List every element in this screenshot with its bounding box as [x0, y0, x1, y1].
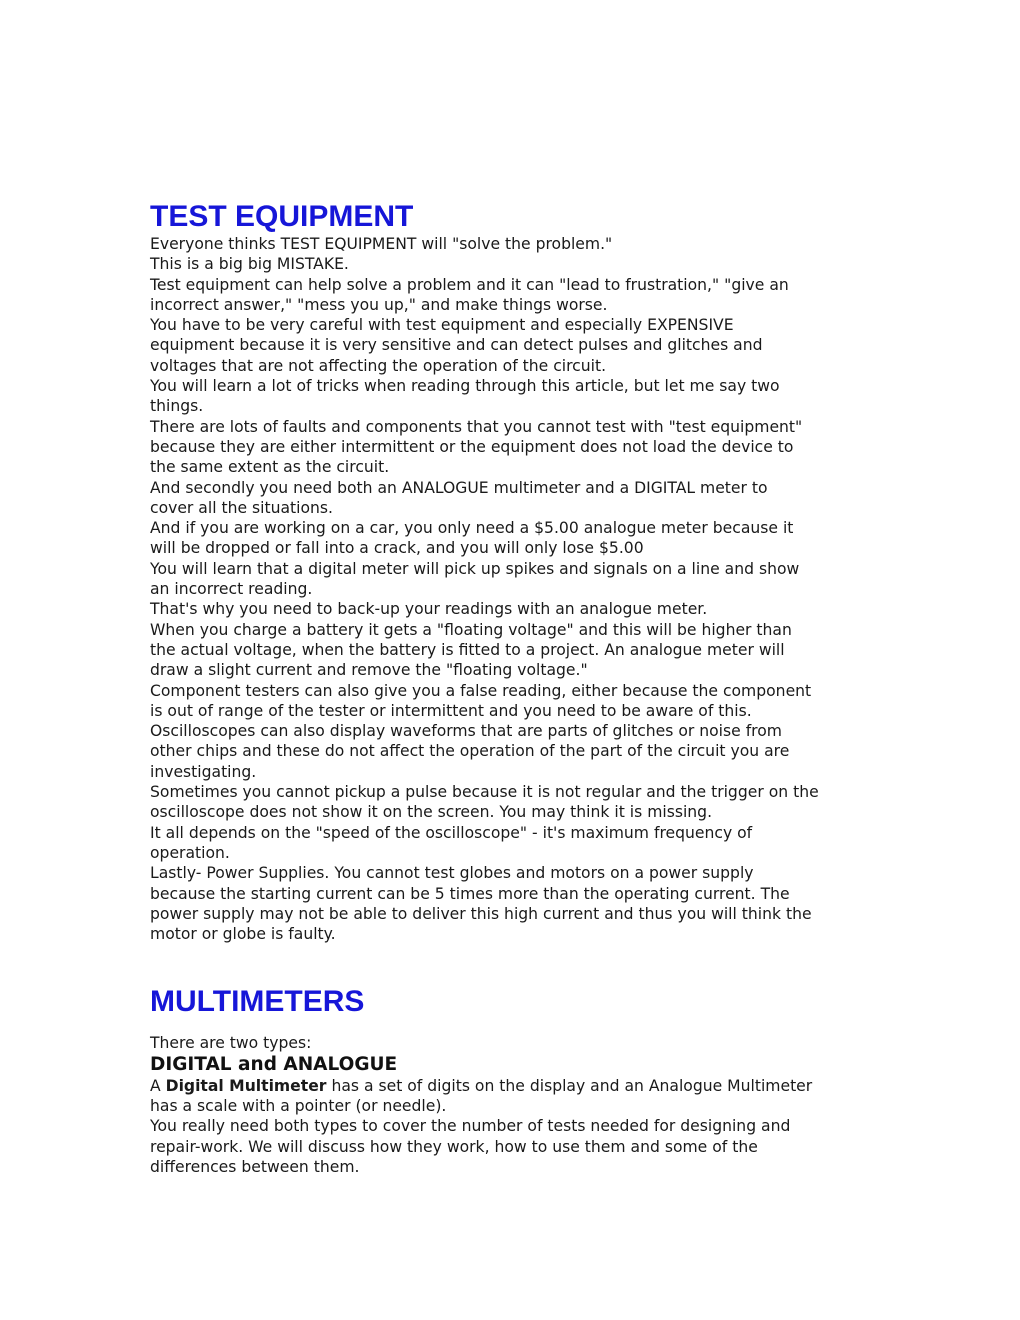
text-line: is out of range of the tester or intermittent and you need to be aware of this. [150, 701, 752, 720]
section-spacer [150, 944, 875, 985]
text-line: other chips and these do not affect the operation of the part of the circuit you are [150, 742, 790, 761]
section-heading-multimeters: MULTIMETERS [150, 985, 365, 1019]
text-line: incorrect answer," "mess you up," and make things worse. [150, 295, 608, 314]
text-line: That's why you need to back-up your readings with an analogue meter. [150, 600, 708, 619]
text-line: the actual voltage, when the battery is fitted to a project. An analogue meter will [150, 640, 785, 659]
text-line: And if you are working on a car, you only need a $5.00 analogue meter because it [150, 519, 794, 538]
text-line: power supply may not be able to deliver this high current and thus you will think the [150, 904, 812, 923]
text-line: cover all the situations. [150, 498, 333, 517]
section-body-multimeters [150, 1033, 875, 1177]
text-line: draw a slight current and remove the "floating voltage." [150, 661, 588, 680]
text-line: oscilloscope does not show it on the screen. You may think it is missing. [150, 803, 713, 822]
text-line: It all depends on the "speed of the oscilloscope" - it's maximum frequency of [150, 823, 753, 842]
intro-line: There are two types: [150, 1034, 312, 1053]
text-line: And secondly you need both an ANALOGUE multimeter and a DIGITAL meter to [150, 478, 768, 497]
text-line: differences between them. [150, 1157, 360, 1176]
text-line: Test equipment can help solve a problem and it can "lead to frustration," "give an [150, 275, 789, 294]
text-line: This is a big big MISTAKE. [150, 255, 349, 274]
bold-term-digital-multimeter: Digital Multimeter [165, 1076, 327, 1095]
text-line: When you charge a battery it gets a "floating voltage" and this will be higher than [150, 620, 792, 639]
text-line: things. [150, 397, 204, 416]
section-body-test-equipment [150, 234, 875, 944]
text-line: the same extent as the circuit. [150, 458, 390, 477]
text-line: because they are either intermittent or the equipment does not load the device to [150, 437, 794, 456]
text-line: equipment because it is very sensitive and can detect pulses and glitches and [150, 336, 763, 355]
document-page [150, 200, 875, 1177]
text-line: You really need both types to cover the number of tests needed for designing and [150, 1117, 791, 1136]
text-line: Everyone thinks TEST EQUIPMENT will "solve the problem." [150, 235, 613, 253]
text-line: motor or globe is faulty. [150, 925, 336, 944]
text-line: Sometimes you cannot pickup a pulse because it is not regular and the trigger on the [150, 783, 819, 802]
text-line: Component testers can also give you a false reading, either because the component [150, 681, 812, 700]
text-line: voltages that are not affecting the operation of the circuit. [150, 356, 607, 375]
text-line: There are lots of faults and components that you cannot test with "test equipment" [150, 417, 803, 436]
text-line: because the starting current can be 5 times more than the operating current. The [150, 884, 790, 903]
text-line: investigating. [150, 762, 257, 781]
subheading-digital-analogue: DIGITAL and ANALOGUE [150, 1053, 398, 1075]
text-line: You have to be very careful with test equipment and especially EXPENSIVE [150, 316, 734, 335]
text-line: has a scale with a pointer (or needle). [150, 1096, 447, 1115]
text-line: an incorrect reading. [150, 580, 313, 599]
text-line: operation. [150, 843, 230, 862]
text-fragment: has a set of digits on the display and an Analogue Multimeter [326, 1076, 813, 1095]
text-line: Oscilloscopes can also display waveforms that are parts of glitches or noise from [150, 722, 782, 741]
text-line: You will learn a lot of tricks when reading through this article, but let me say two [150, 377, 780, 396]
text-line: will be dropped or fall into a crack, and you will only lose $5.00 [150, 539, 644, 558]
text-line: Lastly- Power Supplies. You cannot test globes and motors on a power supply [150, 864, 754, 883]
text-line [150, 1076, 875, 1096]
text-line: You will learn that a digital meter will pick up spikes and signals on a line and show [150, 559, 800, 578]
text-line: repair-work. We will discuss how they work, how to use them and some of the [150, 1137, 758, 1156]
section-heading-test-equipment: TEST EQUIPMENT [150, 200, 414, 233]
text-fragment: A [150, 1076, 166, 1095]
